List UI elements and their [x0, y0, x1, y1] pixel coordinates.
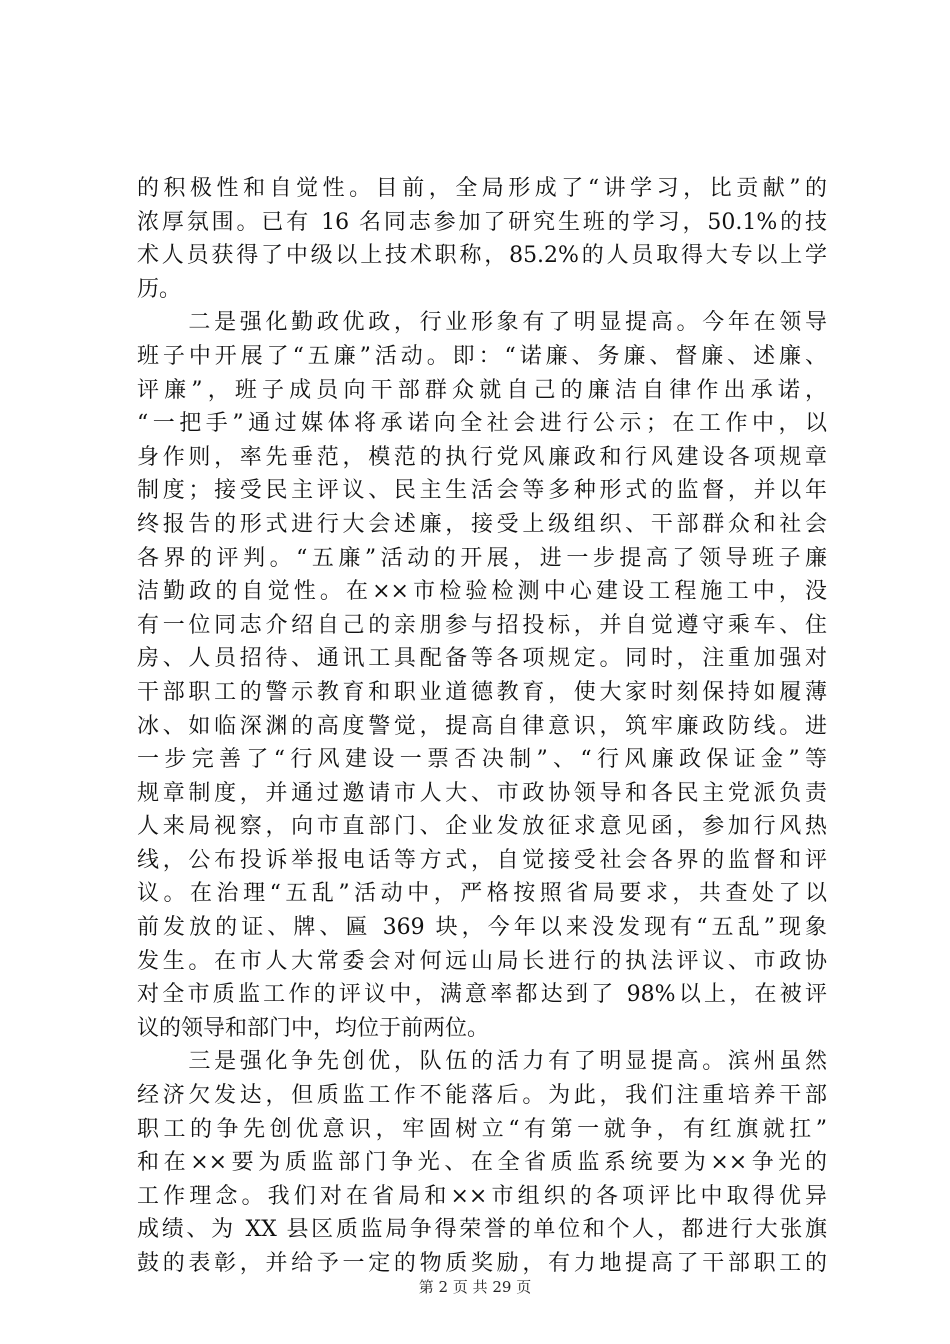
text-line: 历。: [137, 276, 182, 302]
text-line: 议。在治理“五乱”活动中，严格按照省局要求，共查处了以: [137, 881, 827, 907]
text-line: 工作理念。我们对在省局和××市组织的各项评比中取得优异: [137, 1183, 827, 1209]
text-line: 终报告的形式进行大会述廉，接受上级组织、干部群众和社会: [137, 511, 827, 537]
text-line: 评廉”，班子成员向干部群众就自己的廉洁自律作出承诺，: [137, 377, 827, 403]
text-line: “一把手”通过媒体将承诺向全社会进行公示；在工作中，以: [137, 411, 827, 437]
text-line: 前发放的证、牌、匾 369 块，今年以来没发现有“五乱”现象: [137, 915, 827, 941]
text-line: 制度；接受民主评议、民主生活会等多种形式的监督，并以年: [137, 478, 827, 504]
text-line: 成绩、为 XX 县区质监局争得荣誉的单位和个人，都进行大张旗: [137, 1217, 827, 1243]
text-line: 身作则，率先垂范，模范的执行党风廉政和行风建设各项规章: [137, 444, 827, 470]
text-line: 术人员获得了中级以上技术职称，85.2%的人员取得大专以上学: [137, 243, 827, 269]
text-line: 规章制度，并通过邀请市人大、市政协领导和各民主党派负责: [137, 780, 827, 806]
text-line: 议的领导和部门中，均位于前两位。: [137, 1015, 490, 1041]
text-line: 各界的评判。“五廉”活动的开展，进一步提高了领导班子廉: [137, 545, 827, 571]
text-line: 发生。在市人大常委会对何远山局长进行的执法评议、市政协: [137, 948, 827, 974]
text-line: 班子中开展了“五廉”活动。即：“诺廉、务廉、督廉、述廉、: [137, 343, 827, 369]
text-line: 和在××要为质监部门争光、在全省质监系统要为××争光的: [137, 1150, 827, 1176]
text-line: 干部职工的警示教育和职业道德教育，使大家时刻保持如履薄: [137, 679, 827, 705]
text-line: 线，公布投诉举报电话等方式，自觉接受社会各界的监督和评: [137, 847, 827, 873]
text-line: 有一位同志介绍自己的亲朋参与招投标，并自觉遵守乘车、住: [137, 612, 827, 638]
document-body: [137, 172, 827, 1281]
text-line: 浓厚氛围。已有 16 名同志参加了研究生班的学习，50.1%的技: [137, 209, 827, 235]
text-line: 三是强化争先创优，队伍的活力有了明显提高。滨州虽然: [137, 1049, 827, 1075]
text-line: 洁勤政的自觉性。在××市检验检测中心建设工程施工中，没: [137, 579, 827, 605]
text-line: 房、人员招待、通讯工具配备等各项规定。同时，注重加强对: [137, 646, 827, 672]
text-line: 人来局视察，向市直部门、企业发放征求意见函，参加行风热: [137, 814, 827, 840]
text-line: 鼓的表彰，并给予一定的物质奖励，有力地提高了干部职工的: [137, 1251, 827, 1276]
text-line: 二是强化勤政优政，行业形象有了明显提高。今年在领导: [137, 310, 827, 336]
text-line: 的积极性和自觉性。目前，全局形成了“讲学习，比贡献”的: [137, 176, 827, 201]
text-line: 职工的争先创优意识，牢固树立“有第一就争，有红旗就扛”: [137, 1116, 827, 1142]
text-line: 经济欠发达，但质监工作不能落后。为此，我们注重培养干部: [137, 1083, 827, 1109]
text-line: 对全市质监工作的评议中，满意率都达到了 98%以上，在被评: [137, 982, 827, 1008]
text-line: 冰、如临深渊的高度警觉，提高自律意识，筑牢廉政防线。进: [137, 713, 827, 739]
text-line: 一步完善了“行风建设一票否决制”、“行风廉政保证金”等: [137, 747, 827, 773]
page-number-footer: 第 2 页 共 29 页: [418, 1278, 532, 1296]
